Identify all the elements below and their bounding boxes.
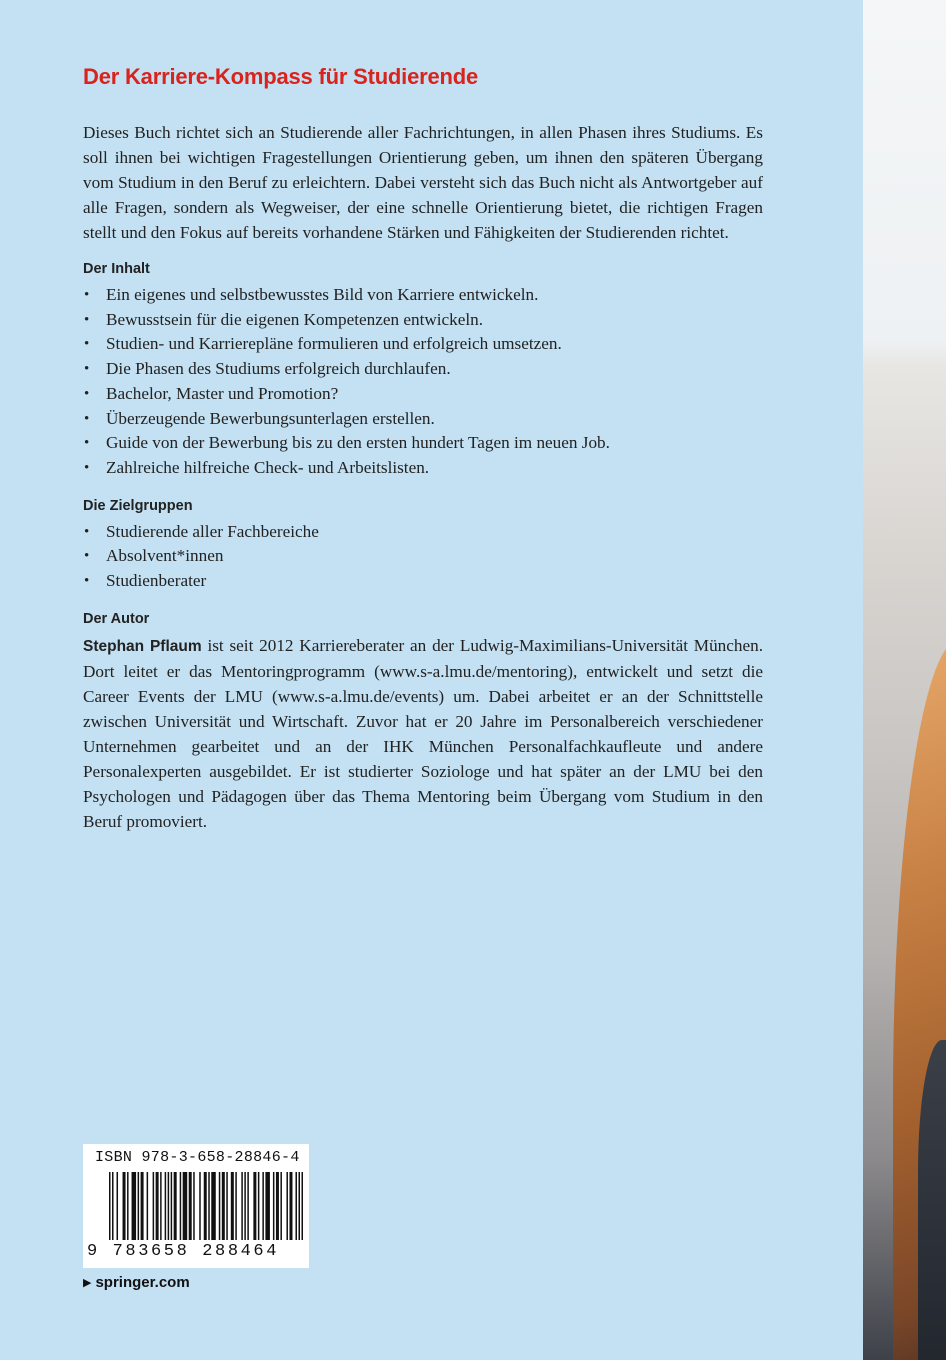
list-item: • Studierende aller Fachbereiche — [83, 520, 763, 545]
barcode-bar — [241, 1172, 243, 1240]
list-item: • Ein eigenes und selbstbewusstes Bild von Karriere entwickeln. — [83, 283, 763, 308]
barcode-bar — [295, 1172, 297, 1240]
barcode-bar — [174, 1172, 177, 1240]
triangle-right-icon: ▶ — [83, 1277, 92, 1289]
barcode-bar — [153, 1172, 155, 1240]
barcode-bar — [168, 1172, 170, 1240]
barcode-bar — [258, 1172, 260, 1240]
barcode-bar — [165, 1172, 167, 1240]
list-item: • Bachelor, Master und Promotion? — [83, 382, 763, 407]
author-bio-text: ist seit 2012 Karriereberater an der Ludwig-Maximilians-Universität München. Dort leitet er das Mentoringprogramm (www.s-a.lmu.de/mentoring), entwickelt und setzt die Career Events der LMU (www.s-a.lmu.de/events) um. Dabei arbeitet er an der Schnittstelle zwischen Universität und Wirtschaft. Zuvor hat er 20 Jahre im Personalbereich verschiedener Unternehmen gearbeitet und an der IHK München Personalfachkaufleute und andere Personalexperten ausgebildet. Er ist studierter Soziologe und hat später an der LMU bei den Psychologen und Pädagogen über das Thema Mentoring beim Übergang vom Studium in den Beruf promoviert. — [83, 635, 763, 832]
author-photo — [863, 0, 946, 1360]
barcode-bar — [208, 1172, 210, 1240]
list-item: • Überzeugende Bewerbungsunterlagen erstellen. — [83, 407, 763, 432]
barcode-bar — [219, 1172, 221, 1240]
barcode-bar — [180, 1172, 182, 1240]
publisher-link[interactable] — [83, 1274, 190, 1291]
barcode-bar — [193, 1172, 195, 1240]
isbn-label: ISBN 978-3-658-28846-4 — [95, 1149, 300, 1166]
blurb-content — [83, 120, 763, 834]
publisher-label: springer.com — [95, 1274, 190, 1291]
zielgruppen-list — [83, 520, 763, 594]
list-item: • Guide von der Bewerbung bis zu den ersten hundert Tagen im neuen Job. — [83, 431, 763, 456]
barcode-bar — [156, 1172, 159, 1240]
barcode-bar — [235, 1172, 237, 1240]
list-item: • Bewusstsein für die eigenen Kompetenzen entwickeln. — [83, 308, 763, 333]
autor-heading: Der Autor — [83, 610, 150, 627]
barcode-bar — [160, 1172, 162, 1240]
barcode-bar — [141, 1172, 144, 1240]
barcode-bar — [123, 1172, 126, 1240]
barcode-bar — [289, 1172, 292, 1240]
barcode-bar — [204, 1172, 207, 1240]
zielgruppen-heading: Die Zielgruppen — [83, 497, 193, 514]
inhalt-heading: Der Inhalt — [83, 261, 150, 277]
barcode-bar — [109, 1172, 111, 1240]
list-item: • Zahlreiche hilfreiche Check- und Arbeitslisten. — [83, 456, 763, 481]
list-item: • Studienberater — [83, 569, 763, 594]
author-name: Stephan Pflaum — [83, 637, 202, 655]
barcode-bar — [132, 1172, 137, 1240]
list-item: • Die Phasen des Studiums erfolgreich durchlaufen. — [83, 357, 763, 382]
barcode-bar — [138, 1172, 140, 1240]
barcode-bar — [222, 1172, 225, 1240]
barcode-bar — [183, 1172, 188, 1240]
intro-paragraph: Dieses Buch richtet sich an Studierende aller Fachrichtungen, in allen Phasen ihres Studiums. Es soll ihnen bei wichtigen Fragestellungen Orientierung geben, um ihnen den späteren Übergang vom Studium in den Beruf zu erleichtern. Dabei versteht sich das Buch nicht als Antwortgeber auf alle Fragen, sondern als Wegweiser, der eine schnelle Orientierung bietet, die richtigen Fragen stellt und den Fokus auf bereits vorhandene Stärken und Fähigkeiten der Studierenden richtet. — [83, 123, 763, 242]
barcode-bar — [226, 1172, 228, 1240]
barcode-bar — [286, 1172, 288, 1240]
barcode-bar — [253, 1172, 256, 1240]
barcode-bar — [231, 1172, 234, 1240]
barcode-bar — [265, 1172, 270, 1240]
barcode-bar — [247, 1172, 249, 1240]
barcode-bar — [298, 1172, 300, 1240]
barcode-bar — [189, 1172, 192, 1240]
barcode-bar — [273, 1172, 275, 1240]
author-bio — [83, 633, 763, 835]
isbn-barcode-box — [83, 1144, 309, 1268]
barcode-bar — [117, 1172, 119, 1240]
barcode-bar — [211, 1172, 216, 1240]
barcode-bar — [112, 1172, 114, 1240]
barcode-bar — [244, 1172, 246, 1240]
inhalt-list — [83, 283, 763, 481]
barcode-bar — [280, 1172, 282, 1240]
book-title: Der Karriere-Kompass für Studierende — [83, 64, 479, 89]
list-item: • Absolvent*innen — [83, 544, 763, 569]
ean-digits: 9 783658 288464 — [87, 1242, 280, 1261]
barcode-bar — [301, 1172, 303, 1240]
barcode-bar — [276, 1172, 279, 1240]
barcode-bar — [199, 1172, 201, 1240]
barcode-bar — [127, 1172, 129, 1240]
list-item: • Studien- und Karrierepläne formulieren und erfolgreich umsetzen. — [83, 332, 763, 357]
barcode-bar — [171, 1172, 173, 1240]
barcode-bar — [262, 1172, 264, 1240]
barcode-bar — [147, 1172, 149, 1240]
